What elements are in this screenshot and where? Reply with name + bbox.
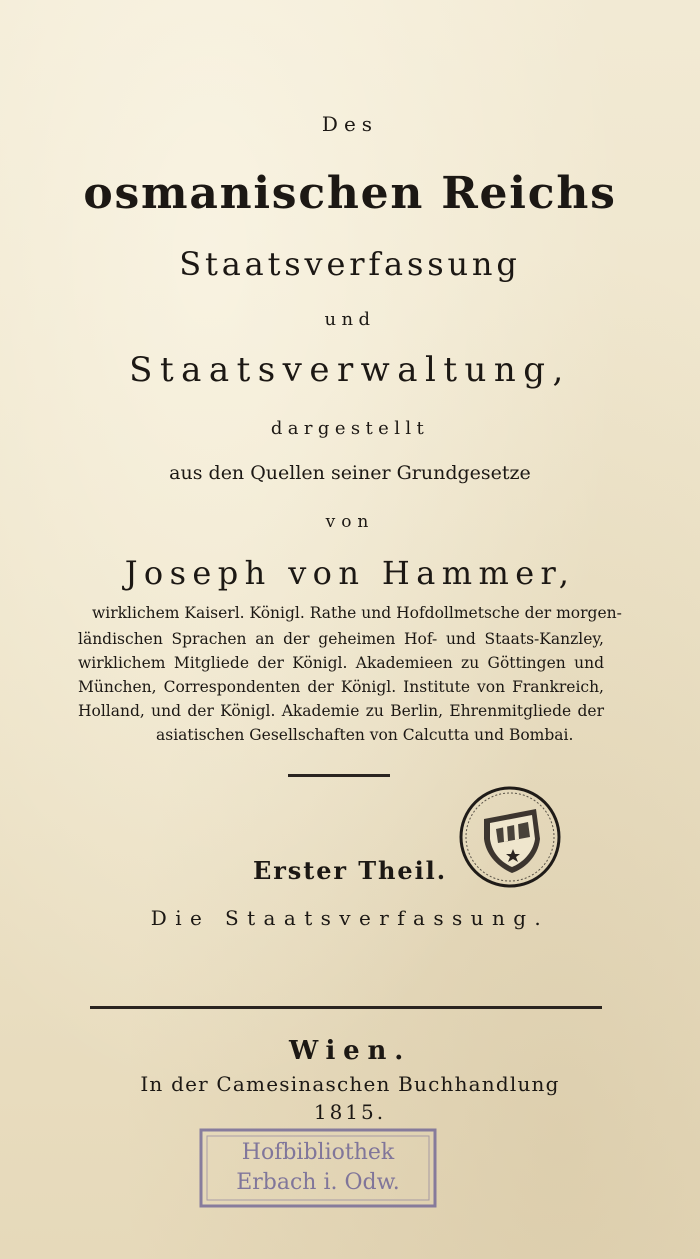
presented-line: dargestellt xyxy=(270,418,430,439)
imprint-city: Wien. xyxy=(288,1036,412,1066)
author-description-line: München, Correspondenten der Königl. Institute von Frankreich, xyxy=(78,678,604,696)
by-line: von xyxy=(325,512,375,532)
stamp-line: Erbach i. Odw. xyxy=(236,1170,400,1195)
part-title: Die Staatsverfassung. xyxy=(150,906,550,930)
author-description-line: asiatischen Gesellschaften von Calcutta und Bombai. xyxy=(156,726,574,744)
subtitle-staatsverwaltung: Staatsverwaltung, xyxy=(129,350,571,390)
imprint-publisher: In der Camesinaschen Buchhandlung xyxy=(140,1072,560,1096)
author-description-line: wirklichem Mitgliede der Königl. Akademieen zu Göttingen und xyxy=(78,654,604,672)
imprint-year: 1815. xyxy=(313,1100,387,1124)
pre-title: Des xyxy=(321,112,379,136)
main-title: osmanischen Reichs xyxy=(83,168,617,219)
stamp-line: Hofbibliothek xyxy=(241,1140,395,1165)
part-heading: Erster Theil. xyxy=(253,856,447,885)
conjunction: und xyxy=(324,309,376,330)
sources-line: aus den Quellen seiner Grundgesetze xyxy=(169,462,531,484)
author-description-line: ländischen Sprachen an der geheimen Hof- und Staats-Kanzley, xyxy=(78,630,604,648)
divider-short xyxy=(288,774,390,777)
author-name: Joseph von Hammer, xyxy=(124,554,576,592)
divider-long xyxy=(90,1006,602,1009)
author-description-line: wirklichem Kaiserl. Königl. Rathe und Hofdollmetsche der morgen- xyxy=(92,604,622,622)
author-description-line: Holland, und der Königl. Akademie zu Berlin, Ehrenmitgliede der xyxy=(78,702,604,720)
subtitle-staatsverfassung: Staatsverfassung xyxy=(179,245,521,283)
